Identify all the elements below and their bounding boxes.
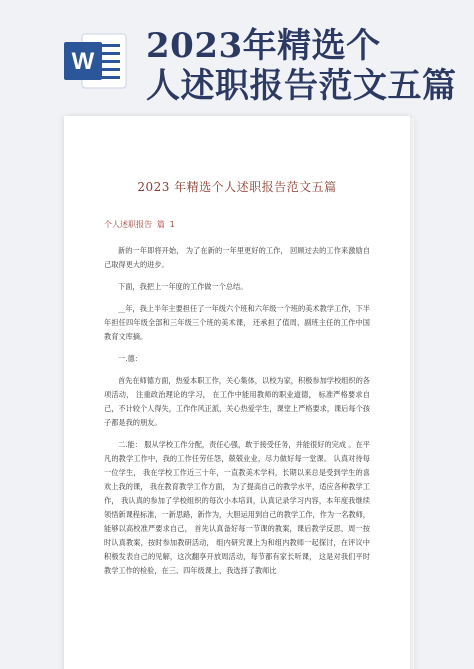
banner-title [146,26,457,106]
document-page [64,116,410,669]
paragraph-heading: 一.德： [118,354,142,363]
banner-title-line-2: 人述职报告范文五篇 [146,66,457,106]
paragraph: 新的一年即将开始， 为了在新的一年里更好的工作， 回顾过去的工作来激励自己取得更大的进步。 [104,246,370,269]
paragraph: __年，我上半年主要担任了一年级六个班和六年级一个班的美术教学工作，下半年担任四年级全部和三年级三个班的美术课， 还承担了值周、副班主任的工作中国教育文库摘。 [104,304,370,341]
document-title: 2023 年精选个人述职报告范文五篇 [137,180,337,194]
header-banner [0,0,474,112]
word-icon-letter: W [71,48,95,75]
paragraph: 二.能： 服从学校工作分配，责任心强，敢于接受任务，并能很好的完成 。在平凡的教学工作中，我的工作任劳任怨，兢兢业业，尽力做好每一堂课。 认真对待每一位学生， 我在学校工作近三十年，一直教美术学科，长期以来总是受到学生的喜欢上我的课， 我在教育教学工作方面， 为了提高自己的教学水平，适应各种教学工作， 我认真的参加了学校组织的每次小本培训，认真记录学习内容，本年度我继续领悟新课程标准，一新思路，新作为，大胆运用到自己的教学工作，作为一名教师， 能够以高校准严要求自己， 首先认真备好每一节课的教案，课后教学反思，周一按时认真教案，按时参加教研活动， 组内研究课上为和组内教师一起探讨，在评议中积极发表自己的见解，这次翻享开放周活动，每节都有家长听课， 这是对我们平时教学工作的检验，在三、四年级课上，我选择了教师比 [104,440,370,575]
paragraph: 首先在师德方面，热爱本职工作，关心集体，以校为家，积极参加学校组织的各项活动， 注重政治理论的学习， 在工作中能用教师的职业道德， 标准严格要求自己，不计较个人得失，工作作风正派，关心热爱学生，课堂上严格要求，课后每个孩子都是我的朋友。 [104,376,370,427]
word-document-icon [62,30,130,92]
paragraph: 下面，我把上一年度的工作做一个总结。 [118,282,248,291]
banner-title-line-1: 2023年精选个 [146,26,381,66]
section-label: 个人述职报告 篇 1 [104,220,175,229]
